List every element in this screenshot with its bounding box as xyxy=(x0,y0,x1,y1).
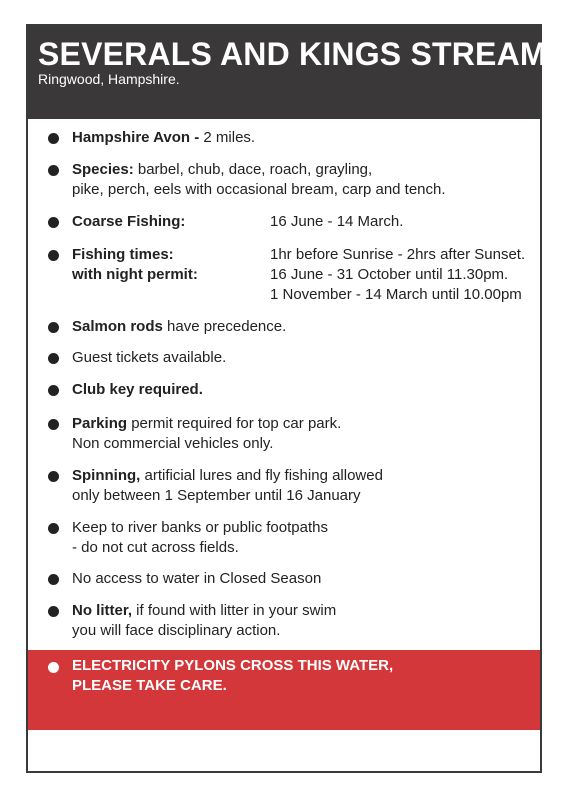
bullet-icon xyxy=(48,353,59,364)
header-banner xyxy=(28,26,547,119)
bullet-icon xyxy=(48,606,59,617)
bullet-icon xyxy=(48,523,59,534)
bullet-icon xyxy=(48,471,59,482)
bullet-icon xyxy=(48,385,59,396)
notice-card: SEVERALS AND KINGS STREAM Ringwood, Hampshire. Hampshire Avon - 2 miles. Species: barbel, chub, dace, roach, grayling, pike, perch, eels with occasional bream, carp and tench. Coarse Fishing: 16 June - 14 March. Fishing times: 1hr before Sunrise - 2hrs after Sunset. with night permit: 16 June - 31 October until 11.30pm. 1 November - 14 March until 10.00pm Salmon rods have precedence. Guest tickets available. Club key required. Parking permit required for top car park. Non commercial vehicles only. Spinning, artificial lures and fly fishing allowed only between 1 September until 16 January Keep to river banks or public footpaths - do not cut across fields. No access to water in Closed Season No litter, if found with litter in your swim you will face disciplinary action. ELECTRICITY PYLONS CROSS THIS WATER, PLEASE TAKE CARE. xyxy=(26,24,542,773)
bullet-icon xyxy=(48,165,59,176)
bullet-icon xyxy=(48,217,59,228)
bullet-icon xyxy=(48,419,59,430)
bullet-icon xyxy=(48,574,59,585)
notice-title: SEVERALS AND KINGS STREAM xyxy=(38,36,547,72)
pylon-warning-banner: ELECTRICITY PYLONS CROSS THIS WATER, PLEASE TAKE CARE. xyxy=(28,650,540,730)
bullet-icon xyxy=(48,250,59,261)
bullet-icon xyxy=(48,662,59,673)
notice-subtitle: Ringwood, Hampshire. xyxy=(38,71,180,87)
bullet-icon xyxy=(48,322,59,333)
bullet-icon xyxy=(48,133,59,144)
